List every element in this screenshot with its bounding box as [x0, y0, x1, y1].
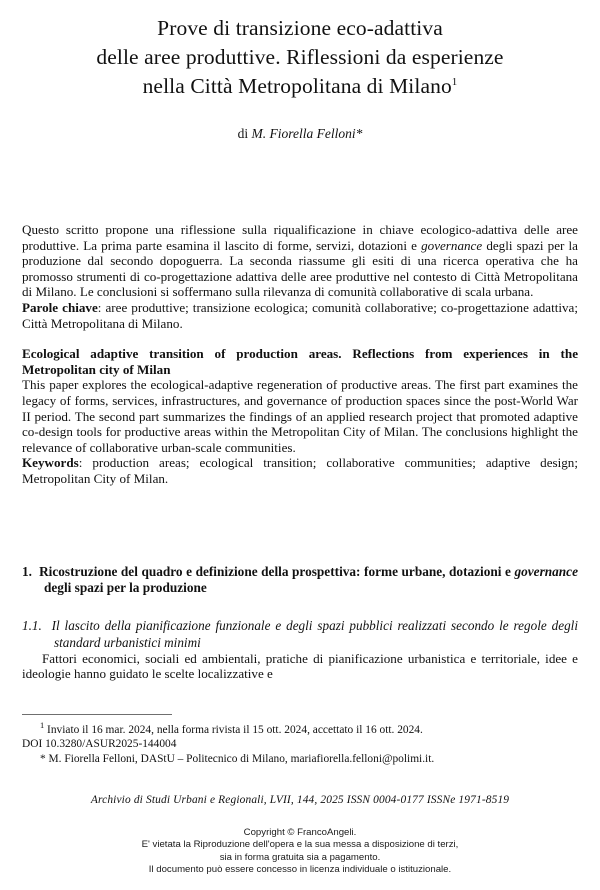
section-heading-1 — [22, 564, 578, 596]
abstract-italian-text — [22, 222, 578, 300]
title-line-2: delle aree produttive. Riflessioni da esperienze — [96, 45, 504, 69]
abstract-english-text: This paper explores the ecological-adaptive regeneration of productive areas. The first part examines the legacy of forms, services, infrastructures, and governance of production spaces since the post-World War II period. The second part summarizes the findings of an applied research project that promoted adaptive co-design tools for productive areas within the Metropolitan City of Milan. The conclusions highlight the relevance of collaborative urban-scale communities. — [22, 377, 578, 455]
keywords-label-en: Keywords — [22, 455, 79, 471]
copyright-line-2: E' vietata la Riproduzione dell'opera e la sua messa a disposizione di terzi, — [141, 839, 459, 851]
abstract-it-part-2: degli spazi per la produzione dal secondo dopoguerra. La seconda riassume gli esiti di una ricerca operativa che ha promosso strumenti di co-progettazione adattiva delle aree produttive nel contesto di Città Metropolitana di Milano. Le conclusioni si soffermano sulla rilevanza di comunità collaborative di scala urbana. — [22, 237, 578, 300]
section-1-governance-term: governance — [514, 564, 578, 579]
author-name: M. Fiorella Felloni* — [251, 126, 363, 141]
copyright-line-1: Copyright © FrancoAngeli. — [243, 827, 357, 838]
abstract-it-governance-term: governance — [421, 237, 483, 253]
byline-prefix: di — [237, 126, 252, 141]
copyright-line-4: Il documento può essere concesso in licenza individuale o istituzionale. — [148, 864, 452, 876]
keywords-text-en: : production areas; ecological transition; collaborative communities; adaptive design; Metropolitan City of Milan. — [22, 455, 578, 486]
abstract-english-keywords — [22, 455, 578, 486]
journal-citation-footer: Archivio di Studi Urbani e Regionali, LVII, 144, 2025 ISSN 0004-0177 ISSNe 1971-8519 — [90, 794, 510, 806]
footnote-doi: DOI 10.3280/ASUR2025-144004 — [22, 738, 177, 750]
section-1-text-b: degli spazi per la produzione — [44, 580, 207, 596]
footnote-separator-rule — [22, 714, 172, 715]
title-line-1: Prove di transizione eco-adattiva — [157, 16, 443, 40]
section-content — [22, 564, 578, 682]
page-title — [26, 14, 574, 101]
copyright-notice — [0, 827, 600, 877]
footnote-number-marker: 1 — [40, 721, 45, 731]
keywords-label-it: Parole chiave — [22, 299, 98, 315]
body-paragraph-first: Fattori economici, sociali ed ambientali, pratiche di pianificazione urbanistica e territoriale, idee e ideologie hanno guidato le scelte localizzative e — [22, 650, 578, 682]
section-heading-1-1 — [22, 618, 578, 650]
title-line-3-text: nella Città Metropolitana di Milano — [142, 74, 452, 98]
abstract-english-heading: Ecological adaptive transition of production areas. Reflections from experiences in the Metropolitan city of Milan — [22, 346, 578, 377]
abstract-it-part-1: Questo scritto propone una riflessione sulla riqualificazione in chiave ecologico-adattiva delle aree produttive. La prima parte esamina il lascito di forme, servizi, dotazioni e — [22, 222, 578, 253]
footnote-note-1 — [22, 723, 578, 737]
footnote-author-affiliation: * M. Fiorella Felloni, DAStU – Politecnico di Milano, mariafiorella.felloni@polimi.it. — [40, 753, 435, 765]
footnote-area — [22, 714, 578, 766]
section-1-1-number: 1.1. — [22, 618, 42, 634]
abstract-section — [22, 222, 578, 487]
section-1-text-a: Ricostruzione del quadro e definizione della prospettiva: forme urbane, dotazioni e — [39, 564, 515, 579]
title-footnote-marker: 1 — [451, 75, 458, 88]
keywords-text-it: : aree produttive; transizione ecologica; comunità collaborative; co-progettazione adattiva; Città Metropolitana di Milano. — [22, 299, 578, 331]
title-line-3 — [26, 72, 574, 101]
abstract-italian-keywords — [22, 300, 578, 331]
section-1-number: 1. — [22, 564, 32, 579]
footnote-note-1-text: Inviato il 16 mar. 2024, nella forma rivista il 15 ott. 2024, accettato il 16 ott. 2024. — [44, 724, 423, 736]
byline — [26, 125, 574, 143]
copyright-line-3: sia in forma gratuita sia a pagamento. — [219, 851, 381, 863]
section-1-1-text: Il lascito della pianificazione funzionale e degli spazi pubblici realizzati secondo le regole degli standard urbanistici minimi — [51, 618, 579, 650]
title-block — [0, 0, 600, 143]
